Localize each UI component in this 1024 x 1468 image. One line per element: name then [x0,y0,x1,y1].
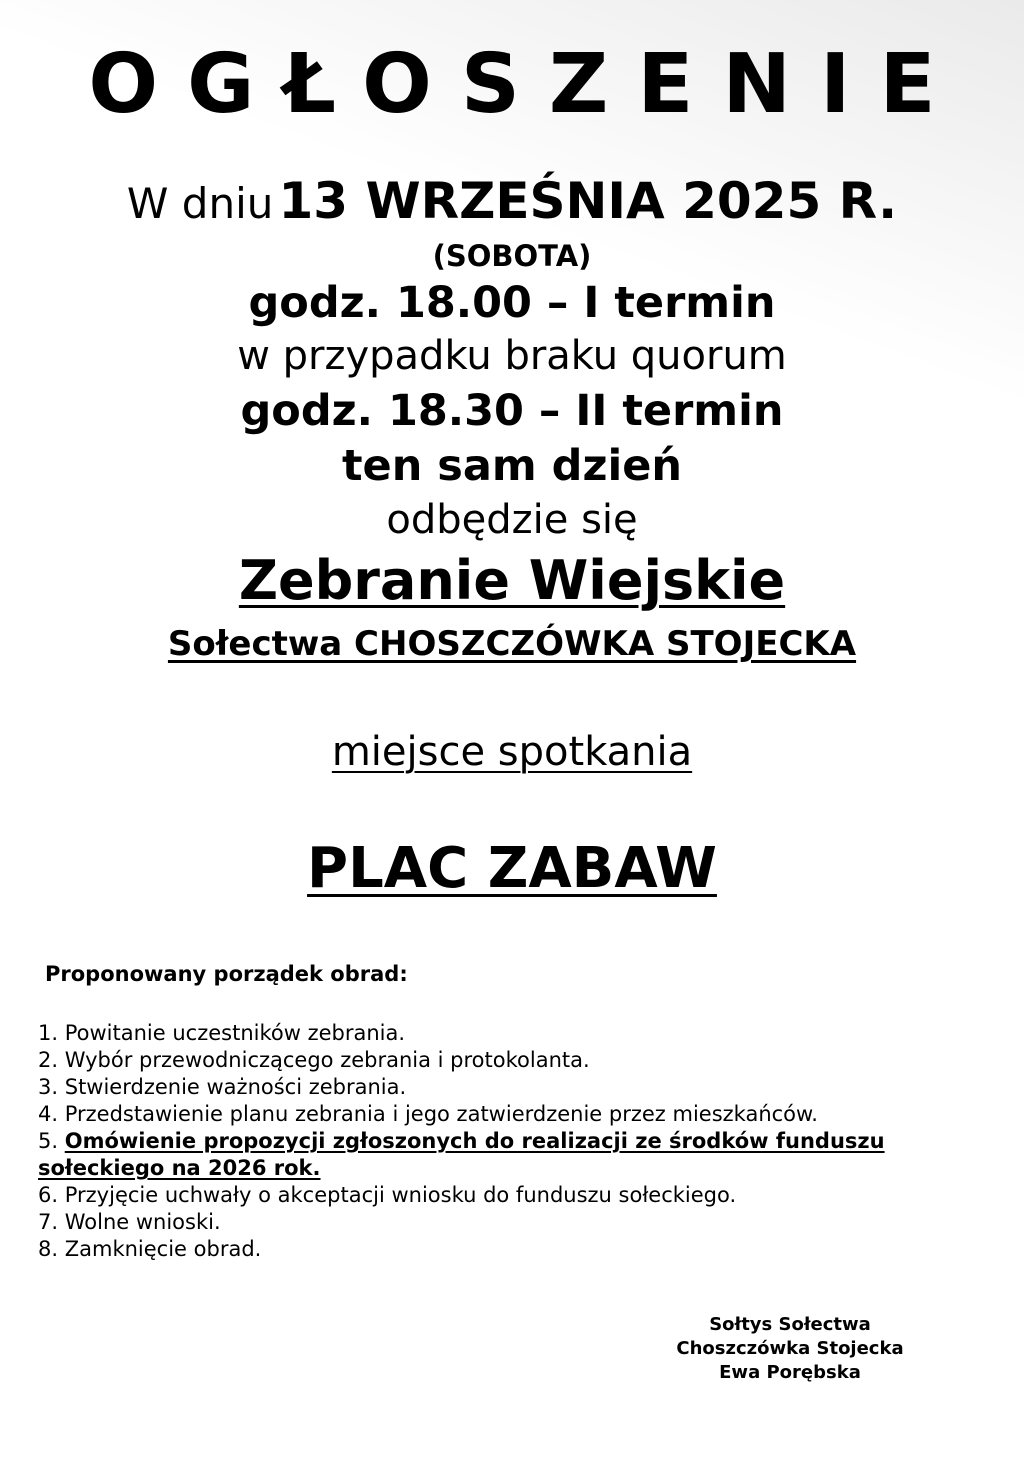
agenda-item [38,1047,998,1074]
agenda-item-text: Wolne wnioski. [64,1210,221,1234]
place-label: miejsce spotkania [331,729,693,775]
agenda-item-number: 8. [38,1237,59,1261]
village-name: Sołectwa CHOSZCZÓWKA STOJECKA [167,624,857,664]
weekday: (SOBOTA) [432,239,592,273]
meeting-date: 13 WRZEŚNIA 2025 R. [278,172,898,230]
will-be-held: odbędzie się [386,497,638,543]
agenda-item [38,1209,998,1236]
agenda-item-number: 4. [38,1102,59,1126]
date-line [0,172,1024,230]
agenda-item [38,1020,998,1047]
agenda-list [38,1020,998,1263]
meeting-name: Zebranie Wiejskie [238,549,786,612]
notice-title: OGŁOSZENIE [88,37,965,132]
signature-role: Sołtys Sołectwa [709,1314,871,1335]
agenda-item-number: 6. [38,1183,59,1207]
agenda-item-text: Omówienie propozycji zgłoszonych do realizacji ze środków funduszu sołeckiego na 2026 rok. [38,1129,885,1180]
first-term: godz. 18.00 – I termin [248,278,776,328]
same-day-note: ten sam dzień [341,441,682,491]
agenda-item-number: 1. [38,1021,59,1045]
signature-person: Ewa Porębska [719,1362,861,1383]
agenda-item-text: Stwierdzenie ważności zebrania. [64,1075,407,1099]
agenda-item [38,1074,998,1101]
agenda-item-number: 3. [38,1075,59,1099]
agenda-item-text: Zamknięcie obrad. [64,1237,262,1261]
no-quorum-note: w przypadku braku quorum [237,333,787,379]
signature-village: Choszczówka Stojecka [676,1338,904,1359]
agenda-title: Proponowany porządek obrad: [45,962,408,986]
agenda-item [38,1182,998,1209]
second-term: godz. 18.30 – II termin [240,386,784,436]
agenda-item-number: 7. [38,1210,59,1234]
agenda-item-text: Przyjęcie uchwały o akceptacji wniosku do funduszu sołeckiego. [64,1183,737,1207]
agenda-item-text: Wybór przewodniczącego zebrania i protokolanta. [64,1048,590,1072]
signature-block [640,1313,940,1385]
date-prefix: W dniu [126,179,274,228]
meeting-place: PLAC ZABAW [307,836,717,901]
agenda-item-highlighted [38,1128,938,1182]
agenda-item-number: 5. [38,1129,59,1153]
agenda-item [38,1101,998,1128]
agenda-item-text: Przedstawienie planu zebrania i jego zatwierdzenie przez mieszkańców. [64,1102,818,1126]
agenda-item [38,1236,998,1263]
agenda-item-number: 2. [38,1048,59,1072]
agenda-item-text: Powitanie uczestników zebrania. [64,1021,406,1045]
